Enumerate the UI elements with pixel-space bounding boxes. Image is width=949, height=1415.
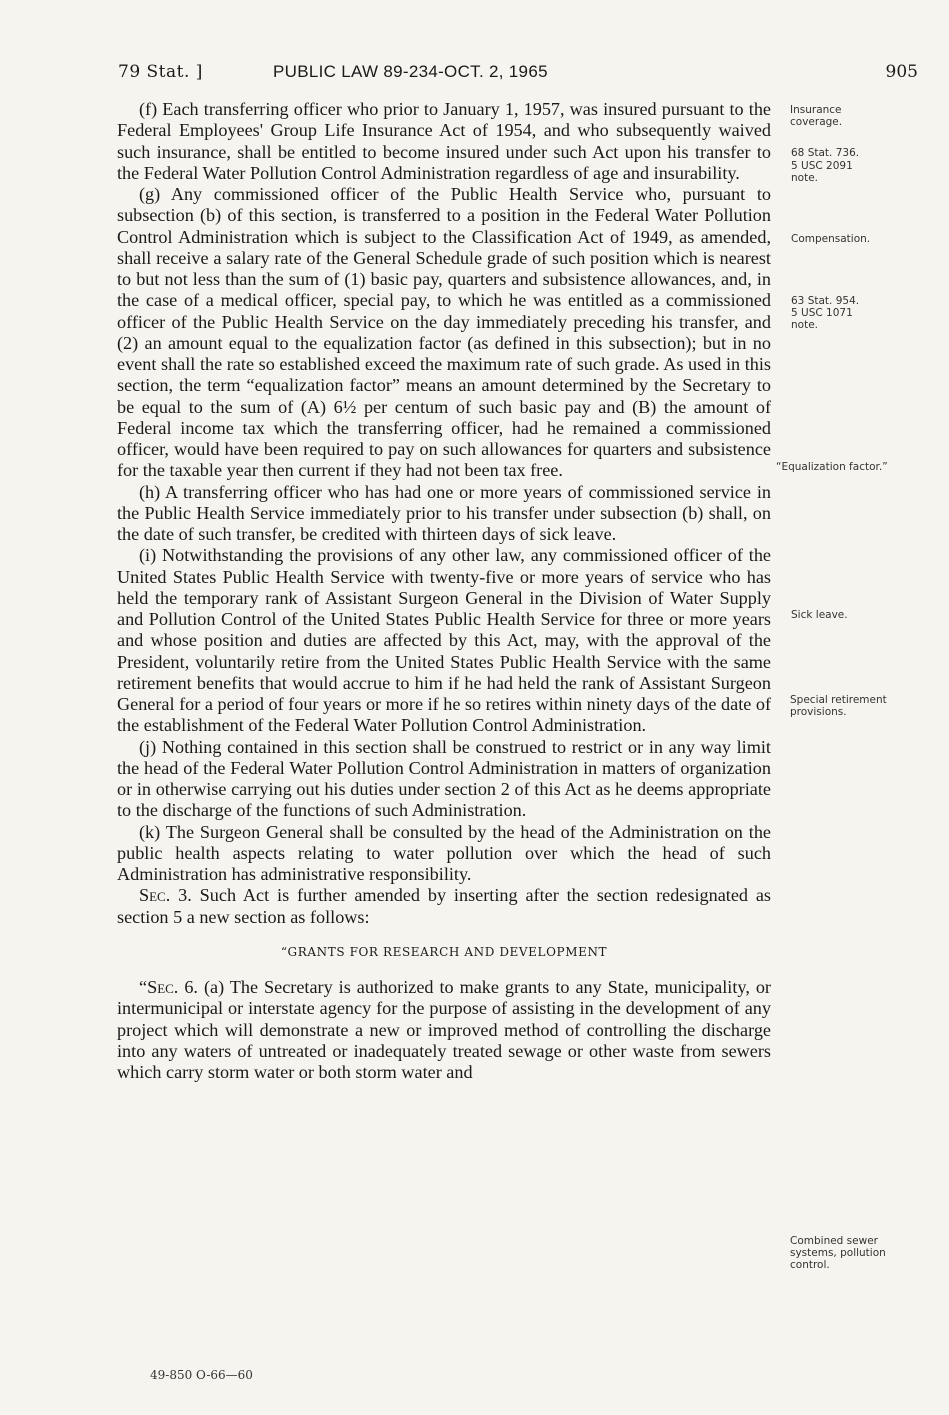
note-equalization: “Equalization factor.”	[776, 461, 888, 473]
paragraph-g: (g) Any commissioned officer of the Public Health Service who, pursuant to subsection (b) of this section, is transferred to a position in the Federal Water Pollution Control Administration which is subject to the Classification Act of 1949, as amended, shall receive a salary rate of the General Schedule grade of such position which is nearest to but not less than the sum of (1) basic pay, quarters and subsistence allowances, and, in the case of a medical officer, special pay, to which he was entitled as a commissioned officer of the Public Health Service on the day immediately preceding his transfer, and (2) an amount equal to the equalization factor (as defined in this subsection); but in no event shall the rate so established exceed the maximum rate of such grade. As used in this section, the term “equalization factor” means an amount determined by the Secretary to be equal to the sum of (A) 6½ per centum of such basic pay and (B) the amount of Federal income tax which the transferring officer, had he remained a commissioned officer, would have been required to pay on such allowances for quarters and subsistence for the taxable year then current if they had not been tax free.	[117, 184, 771, 481]
paragraph-f: (f) Each transferring officer who prior to January 1, 1957, was insured pursuant to the Federal Employees' Group Life Insurance Act of 1954, and who subsequently waived such insurance, shall be entitled to become insured under such Act upon his transfer to the Federal Water Pollution Control Administration regardless of age and insurability.	[117, 99, 771, 183]
page-number: 905	[885, 62, 918, 82]
section-3-text: Such Act is further amended by inserting after the section redesignated as section 5 a new section as follows:	[117, 885, 772, 927]
page-header	[118, 62, 918, 86]
section-3-label: Sec. 3.	[139, 885, 192, 906]
footer-printing-code: 49-850 O-66—60	[150, 1368, 253, 1382]
paragraph-k: (k) The Surgeon General shall be consulted by the head of the Administration on the public health aspects relating to water pollution over which the head of such Administration has administrative responsibility.	[117, 821, 771, 884]
note-sick-leave: Sick leave.	[791, 609, 848, 621]
law-text	[117, 99, 771, 1083]
paragraph-i: (i) Notwithstanding the provisions of any other law, any commissioned officer of the United States Public Health Service with twenty-five or more years of service who has held the temporary rank of Assistant Surgeon General in the Division of Water Supply and Pollution Control of the United States Public Health Service for three or more years and whose position and duties are affected by this Act, may, with the approval of the President, voluntarily retire from the United States Public Health Service with the same retirement benefits that would accrue to him if he had held the rank of Assistant Surgeon General for a period of four years or more if he so retires within ninety days of the date of the establishment of the Federal Water Pollution Control Administration.	[117, 545, 772, 736]
section-6-label: “Sec. 6.	[139, 977, 198, 997]
note-stat-736: 68 Stat. 736.	[791, 147, 860, 159]
note-usc-1071: 5 USC 1071 note.	[791, 307, 853, 331]
note-stat-954: 63 Stat. 954.	[791, 295, 860, 307]
paragraph-h: (h) A transferring officer who has had one or more years of commissioned service in the Public Health Service immediately prior to his transfer under subsection (b) shall, on the date of such transfer, be credited with thirteen days of sick leave.	[117, 481, 771, 544]
page-title: PUBLIC LAW 89-234-OCT. 2, 1965	[273, 62, 548, 81]
section-6	[117, 977, 771, 1083]
statute-reference: 79 Stat. ]	[118, 62, 203, 82]
section-6-text: (a) The Secretary is authorized to make grants to any State, municipality, or intermunicipal or interstate agency for the purpose of assisting in the development of any project which will demonstrate a new or improved method of controlling the discharge into any waters of untreated or inadequately treated sewage or other waste from sewers which carry storm water or both storm water and	[117, 977, 771, 1082]
note-usc-2091: 5 USC 2091 note.	[791, 160, 853, 184]
note-retirement: Special retirement provisions.	[790, 694, 887, 718]
note-insurance: Insurance coverage.	[790, 104, 843, 128]
note-combined-sewer: Combined sewer systems, pollution control.	[790, 1235, 886, 1271]
section-heading: “GRANTS FOR RESEARCH AND DEVELOPMENT	[280, 944, 608, 959]
section-3	[117, 885, 771, 928]
note-compensation: Compensation.	[791, 233, 871, 245]
paragraph-j: (j) Nothing contained in this section shall be construed to restrict or in any way limit the head of the Federal Water Pollution Control Administration in matters of organization or in otherwise carrying out his duties under section 2 of this Act as he deems appropriate to the discharge of the functions of such Administration.	[117, 736, 771, 821]
